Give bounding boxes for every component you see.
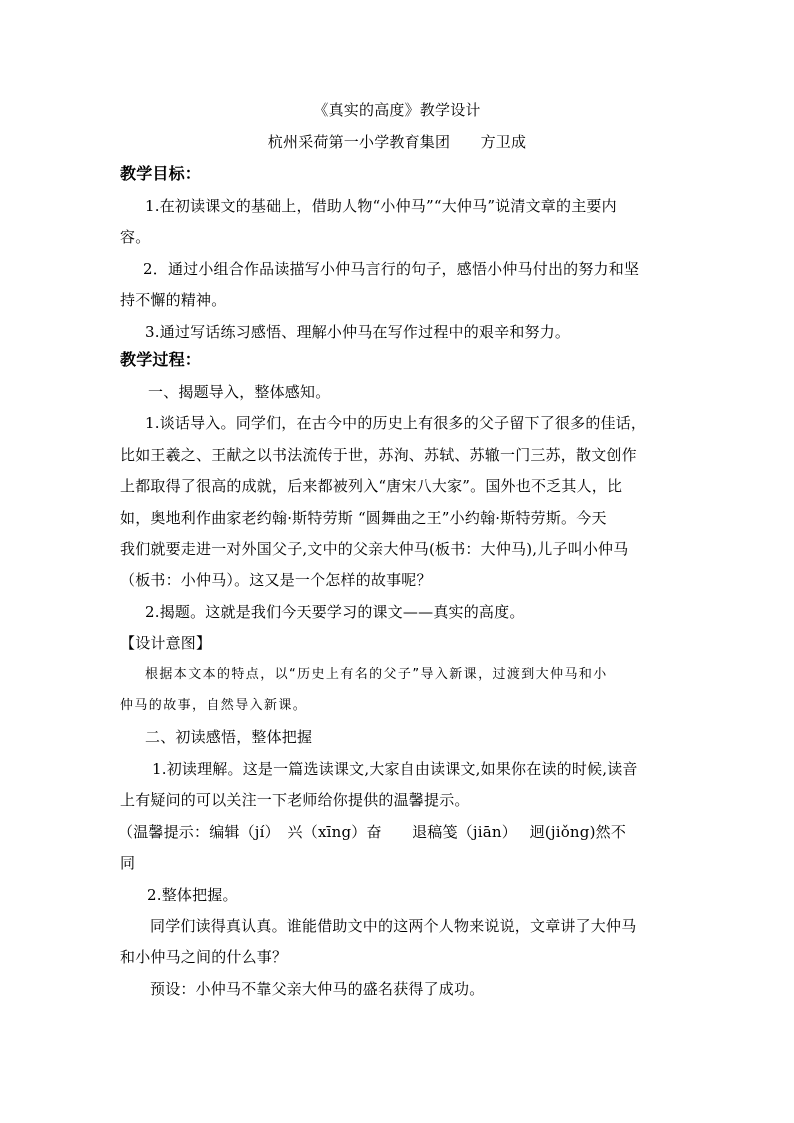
section2-p1-line2: 上有疑问的可以关注一下老师给你提供的温馨提示。	[120, 791, 470, 809]
objective-3: 3.通过写话练习感悟、理解小仲马在写作过程中的艰辛和努力。	[145, 323, 571, 341]
section2-p2: 2.整体把握。	[147, 886, 238, 904]
section1-title: 一、揭题导入，整体感知。	[148, 383, 331, 401]
design-intent-line1: 根据本文本的特点，以“历史上有名的父子”导入新课，过渡到大仲马和小	[145, 667, 608, 682]
section1-p1-line6: （板书：小仲马）。这又是一个怎样的故事呢？	[120, 571, 432, 589]
objectives-heading: 教学目标：	[120, 164, 202, 183]
section2-p4: 预设：小仲马不靠父亲大仲马的盛名获得了成功。	[150, 980, 485, 998]
objective-1-line2: 容。	[120, 228, 151, 246]
section1-p1-line2: 比如王羲之、王献之以书法流传于世，苏洵、苏轼、苏辙一门三苏，散文创作	[120, 446, 637, 464]
section1-p1-line1: 1.谈话导入。同学们，在古今中的历史上有很多的父子留下了很多的佳话，	[145, 414, 647, 432]
design-intent-label: 【设计意图】	[120, 634, 212, 652]
objective-1-line1: 1.在初读课文的基础上，借助人物“小仲马”“大仲马”说清文章的主要内	[145, 197, 617, 215]
document-title: 《真实的高度》教学设计	[313, 101, 481, 119]
hint-line1: （温馨提示：编辑（jí） 兴（xīng）奋 退稿笺（jiān） 迥(jiǒng)然不	[118, 823, 627, 841]
section2-p1-line1: 1.初读理解。这是一篇选读课文,大家自由读课文,如果你在读的时候,读音	[152, 760, 638, 778]
objective-2-line2: 持不懈的精神。	[120, 291, 227, 309]
section1-p2: 2.揭题。这就是我们今天要学习的课文——真实的高度。	[145, 603, 525, 621]
section2-p3-line1: 同学们读得真认真。谁能借助文中的这两个人物来说说，文章讲了大仲马	[150, 917, 637, 935]
section2-p3-line2: 和小仲马之间的什么事？	[120, 948, 288, 966]
section1-p1-line3: 上都取得了很高的成就，后来都被列入“唐宋八大家”。国外也不乏其人，比	[120, 477, 623, 495]
document-author: 杭州采荷第一小学教育集团 方卫成	[267, 133, 527, 151]
section1-p1-line5: 我们就要走进一对外国父子,文中的父亲大仲马(板书：大仲马),儿子叫小仲马	[120, 540, 629, 558]
design-intent-line2: 仲马的故事，自然导入新课。	[120, 698, 308, 713]
hint-line2: 同	[120, 854, 136, 872]
section2-title: 二、初读感悟，整体把握	[145, 728, 313, 746]
process-heading: 教学过程：	[120, 350, 202, 369]
objective-2-line1: 2．通过小组合作品读描写小仲马言行的句子，感悟小仲马付出的努力和坚	[143, 260, 640, 278]
section1-p1-line4: 如，奥地利作曲家老约翰·斯特劳斯 “圆舞曲之王”小约翰·斯特劳斯。今天	[120, 509, 607, 527]
